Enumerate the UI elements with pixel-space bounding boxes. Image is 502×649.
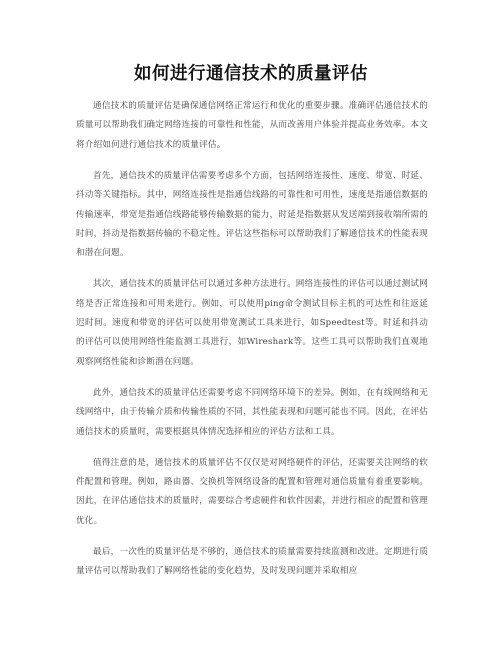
paragraph-3: 其次，通信技术的质量评估可以通过多种方法进行。网络连接性的评估可以通过测试网络是否正常连接和可用来进行。例如，可以使用ping命令测试目标主机的可达性和往返延迟时间。速度和带宽的评估可以使用带宽测试工具来进行，如Speedtest等。时延和抖动的评估可以使用网络性能监测工具进行，如Wireshark等。这些工具可以帮助我们直观地观察网络性能和诊断潜在问题。	[76, 279, 428, 367]
paragraph-5: 值得注意的是，通信技术的质量评估不仅仅是对网络硬件的评估，还需要关注网络的软件配置和管理。例如，路由器、交换机等网络设备的配置和管理对通信质量有着重要影响。因此，在评估通信技术的质量时，需要综合考虑硬件和软件因素，并进行相应的配置和管理优化。	[76, 457, 428, 526]
paragraph-6: 最后，一次性的质量评估是不够的，通信技术的质量需要持续监测和改进。定期进行质量评估可以帮助我们了解网络性能的变化趋势，及时发现问题并采取相应	[76, 546, 428, 577]
document-body	[76, 97, 428, 593]
paragraph-2: 首先，通信技术的质量评估需要考虑多个方面，包括网络连接性、速度、带宽、时延、抖动等关键指标。其中，网络连接性是指通信线路的可靠性和可用性，速度是指通信数据的传输速率，带宽是指通信线路能够传输数据的能力，时延是指数据从发送端到接收端所需的时间，抖动是指数据传输的不稳定性。评估这些指标可以帮助我们了解通信技术的性能表现和潜在问题。	[76, 170, 428, 259]
document-title: 如何进行通信技术的质量评估	[134, 64, 368, 84]
paragraph-4: 此外，通信技术的质量评估还需要考虑不同网络环境下的差异。例如，在有线网络和无线网络中，由于传输介质和传输性质的不同，其性能表现和问题可能也不同。因此，在评估通信技术的质量时，需要根据具体情况选择相应的评估方法和工具。	[76, 387, 428, 437]
paragraph-1: 通信技术的质量评估是确保通信网络正常运行和优化的重要步骤。准确评估通信技术的质量可以帮助我们确定网络连接的可靠性和性能，从而改善用户体验并提高业务效率。本文将介绍如何进行通信技术的质量评估。	[76, 101, 428, 150]
